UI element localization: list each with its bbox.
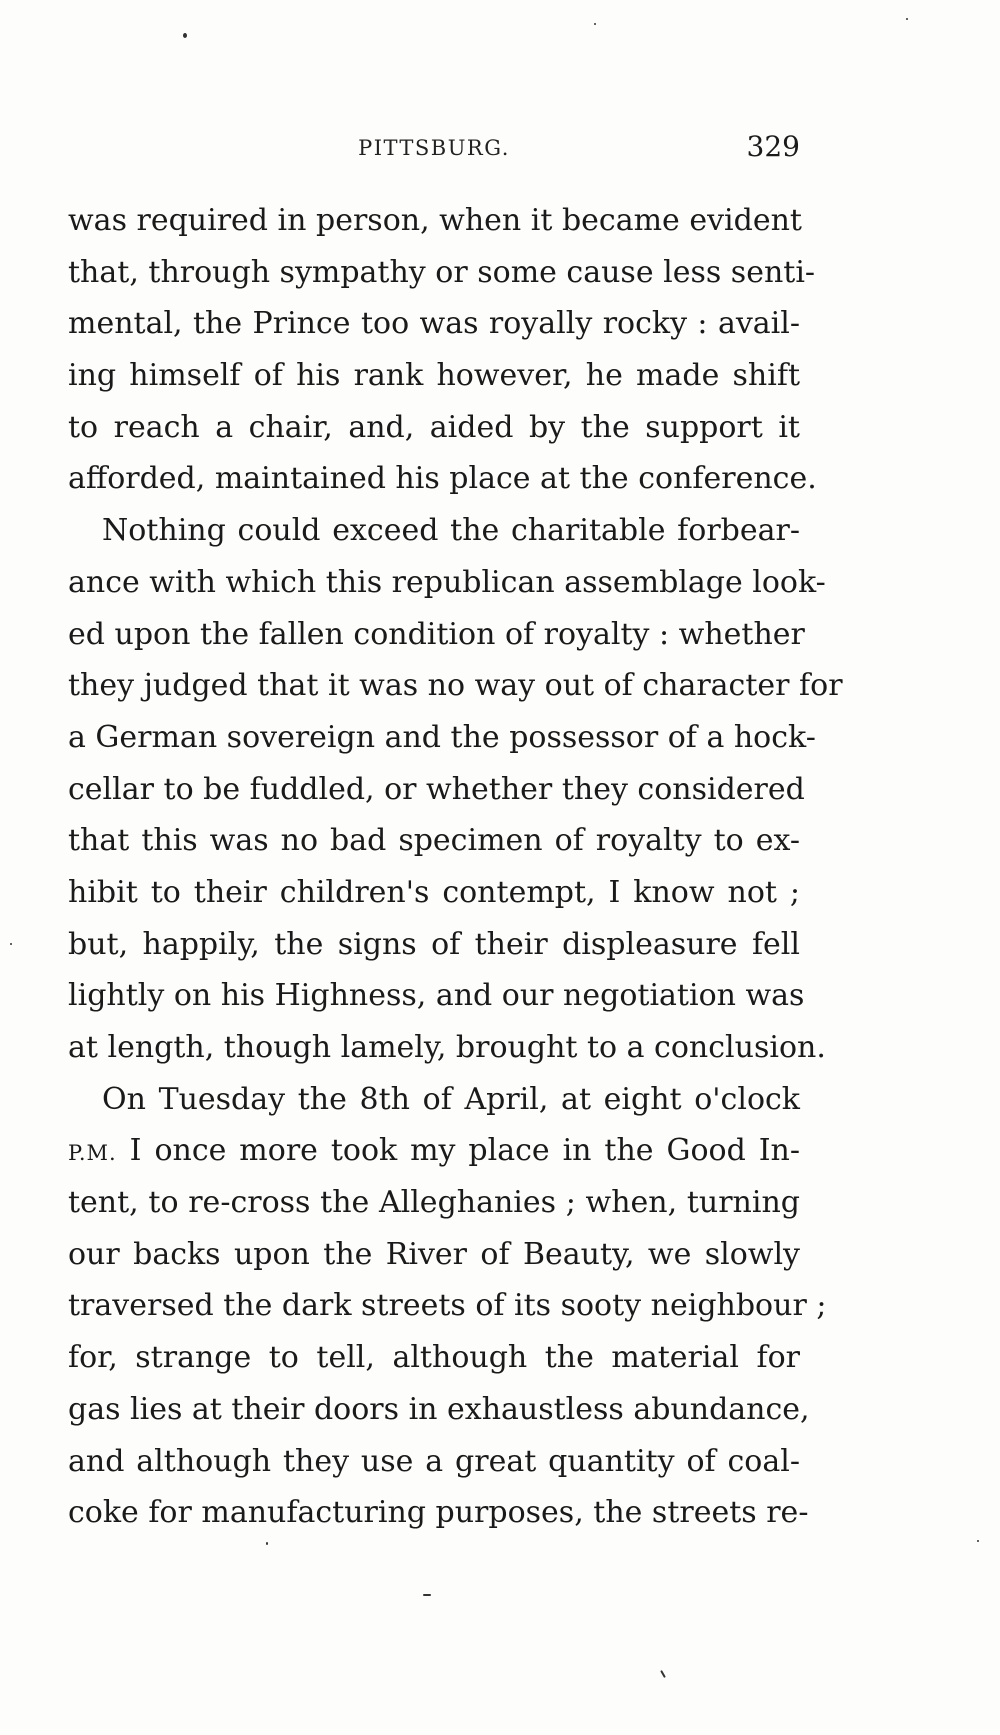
scan-speck [266, 1542, 268, 1545]
smallcaps-abbrev: P.M. [68, 1141, 117, 1166]
text-line: coke for manufacturing purposes, the streets re- [68, 1495, 809, 1531]
text-line: a German sovereign and the possessor of a hock- [68, 719, 816, 755]
scan-speck [594, 23, 596, 25]
text-line: to reach a chair, and, aided by the support it [68, 409, 800, 445]
text-line: tent, to re-cross the Alleghanies ; when, turning [68, 1185, 800, 1221]
text-line: On Tuesday the 8th of April, at eight o'clock [102, 1081, 800, 1117]
scan-speck [660, 1670, 666, 1678]
scan-speck [183, 33, 187, 38]
text-line: was required in person, when it became evident [68, 203, 802, 238]
running-title: PITTSBURG. [358, 136, 510, 160]
text-line: ed upon the fallen condition of royalty : whether [68, 616, 805, 652]
text-line: and although they use a great quantity of coal- [68, 1443, 800, 1479]
text-line: at length, though lamely, brought to a conclusion. [68, 1030, 826, 1065]
scan-speck [10, 943, 12, 945]
body-text [68, 195, 843, 1539]
text-line: that, through sympathy or some cause less senti- [68, 254, 816, 290]
scan-speck [423, 1594, 431, 1596]
text-line: Nothing could exceed the charitable forbear- [102, 513, 800, 549]
text-line-rest: I once more took my place in the Good In- [129, 1133, 801, 1169]
text-line: lightly on his Highness, and our negotiation was [68, 978, 805, 1014]
text-line: they judged that it was no way out of character for [68, 668, 843, 704]
text-line: but, happily, the signs of their displeasure fell [68, 926, 800, 962]
text-line: that this was no bad specimen of royalty to ex- [68, 823, 800, 859]
text-line: gas lies at their doors in exhaustless abundance, [68, 1391, 810, 1427]
text-line: ance with which this republican assemblage look- [68, 564, 826, 600]
text-line [68, 1125, 800, 1177]
text-line: ing himself of his rank however, he made shift [68, 358, 800, 394]
scan-speck [906, 18, 908, 20]
text-line: afforded, maintained his place at the conference. [68, 461, 817, 497]
text-line: hibit to their children's contempt, I know not ; [68, 874, 800, 910]
scan-speck [977, 1540, 979, 1542]
text-line: cellar to be fuddled, or whether they considered [68, 771, 805, 807]
page-number: 329 [746, 130, 800, 163]
text-line: for, strange to tell, although the material for [68, 1340, 800, 1376]
text-line: traversed the dark streets of its sooty neighbour ; [68, 1288, 827, 1324]
text-line: our backs upon the River of Beauty, we slowly [68, 1236, 800, 1272]
text-line: mental, the Prince too was royally rocky : avail- [68, 306, 800, 342]
running-header [68, 130, 800, 170]
